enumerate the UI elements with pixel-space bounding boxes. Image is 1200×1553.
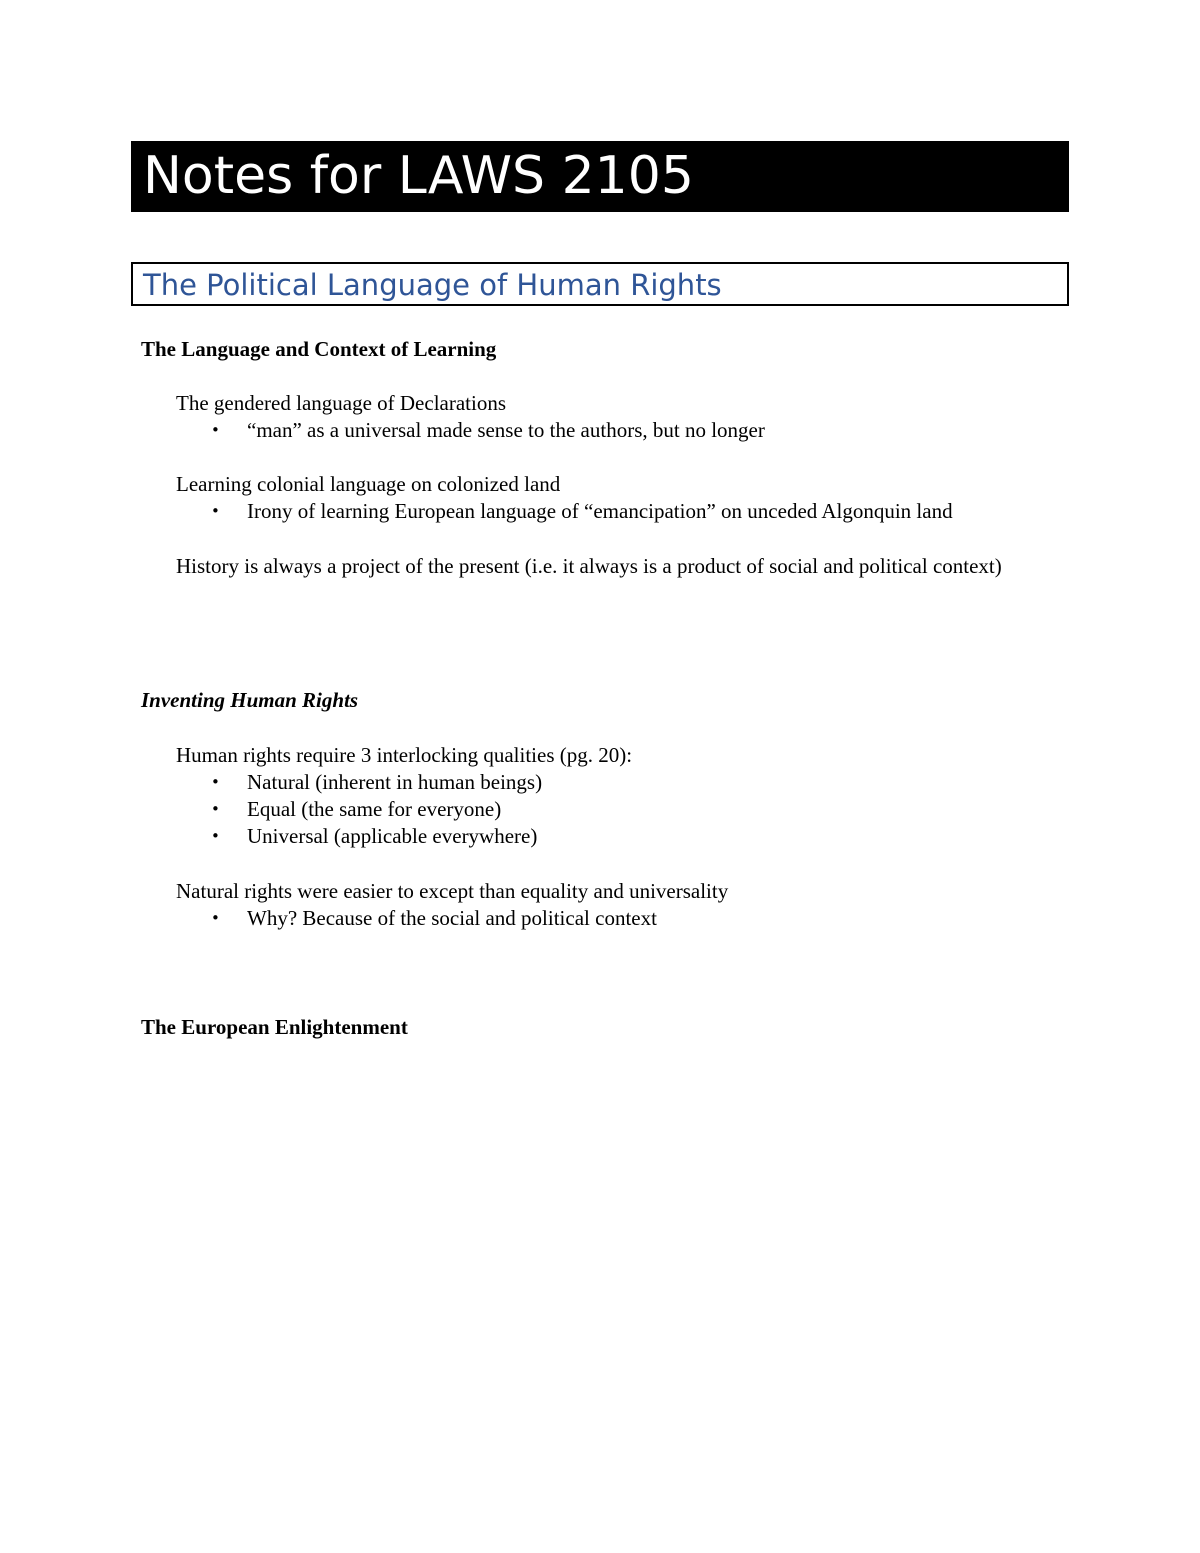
bullet-icon: • (211, 421, 220, 439)
bullet-list (176, 769, 542, 850)
section-heading-european-enlightenment: The European Enlightenment (141, 1015, 408, 1039)
list-item: • Equal (the same for everyone) (211, 797, 502, 821)
bullet-icon: • (211, 827, 220, 845)
list-item: • Universal (applicable everywhere) (211, 824, 538, 848)
bullet-icon: • (211, 773, 220, 791)
paragraph: Natural rights were easier to except than equality and universality (176, 879, 729, 903)
bullet-icon: • (211, 502, 220, 520)
bullet-list (176, 905, 657, 932)
paragraph: Learning colonial language on colonized land (176, 472, 561, 496)
list-item: • Why? Because of the social and political context (211, 906, 657, 930)
paragraph: History is always a project of the present (i.e. it always is a product of social and political context) (176, 554, 1002, 578)
paragraph: The gendered language of Declarations (176, 391, 507, 415)
bullet-icon: • (211, 800, 220, 818)
document-subtitle: The Political Language of Human Rights (143, 268, 722, 302)
list-item: • Irony of learning European language of “emancipation” on unceded Algonquin land (211, 499, 953, 523)
list-item: • “man” as a universal made sense to the authors, but no longer (211, 418, 765, 442)
bullet-icon: • (211, 909, 220, 927)
paragraph: Human rights require 3 interlocking qualities (pg. 20): (176, 743, 633, 767)
subtitle-box (131, 262, 1069, 306)
title-banner (131, 141, 1069, 212)
section-heading-language-context: The Language and Context of Learning (141, 337, 497, 361)
bullet-list (176, 417, 765, 444)
bullet-list (176, 498, 953, 525)
section-heading-inventing-human-rights: Inventing Human Rights (141, 688, 359, 712)
list-item: • Natural (inherent in human beings) (211, 770, 543, 794)
document-title: Notes for LAWS 2105 (143, 146, 694, 206)
